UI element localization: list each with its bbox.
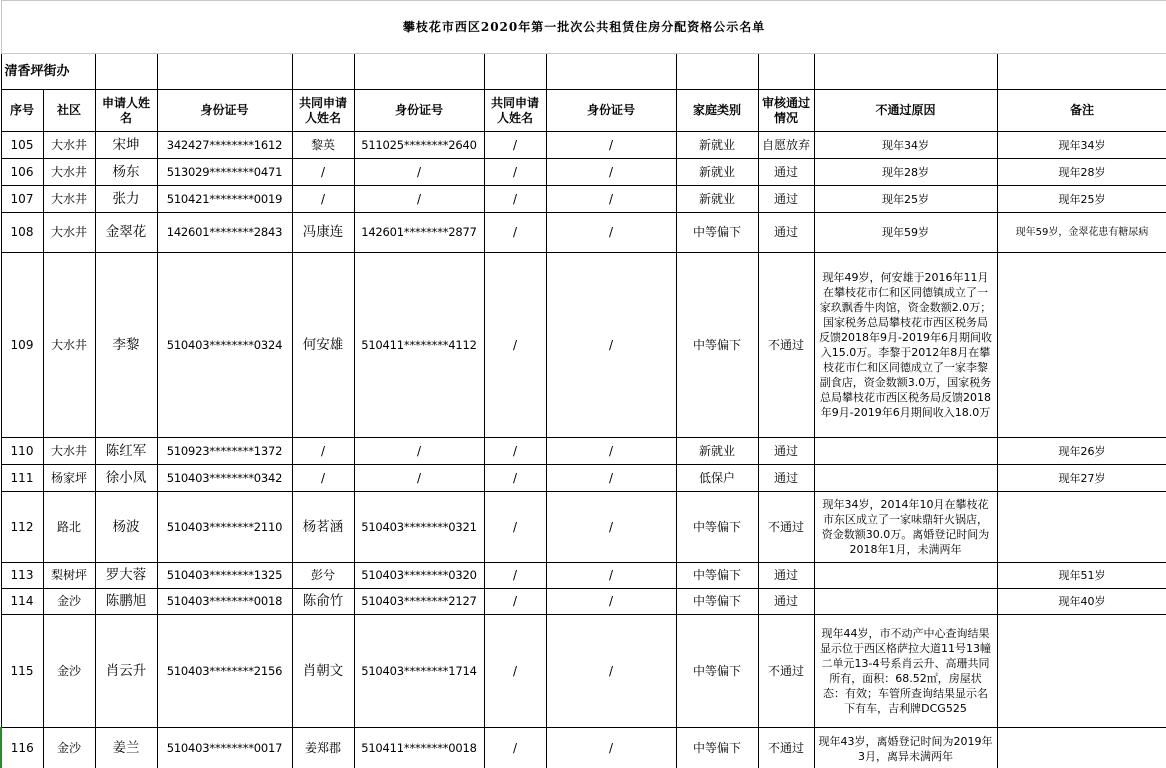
cell-applicant[interactable]: 杨波: [95, 492, 157, 563]
cell-id1[interactable]: 510403********1325: [157, 563, 292, 589]
empty-cell[interactable]: [758, 54, 814, 90]
cell-id3[interactable]: /: [546, 589, 676, 615]
cell-id3[interactable]: /: [546, 465, 676, 492]
cell-co-applicant2[interactable]: /: [484, 213, 546, 253]
cell-applicant[interactable]: 李黎: [95, 253, 157, 438]
cell-reason[interactable]: 现年28岁: [814, 159, 997, 186]
cell-co-applicant1[interactable]: 冯康连: [292, 213, 354, 253]
cell-community[interactable]: 大水井: [43, 253, 95, 438]
cell-id1[interactable]: 142601********2843: [157, 213, 292, 253]
cell-review[interactable]: 不通过: [758, 253, 814, 438]
header-co-applicant1[interactable]: 共同申请人姓名: [292, 90, 354, 132]
street-office-label[interactable]: 清香坪街办: [1, 54, 95, 90]
cell-review[interactable]: 通过: [758, 563, 814, 589]
cell-family-type[interactable]: 新就业: [676, 132, 758, 159]
cell-id1[interactable]: 510403********0017: [157, 728, 292, 768]
cell-id1[interactable]: 510923********1372: [157, 438, 292, 465]
cell-seq[interactable]: 106: [1, 159, 43, 186]
header-id3[interactable]: 身份证号: [546, 90, 676, 132]
cell-id3[interactable]: /: [546, 492, 676, 563]
cell-seq[interactable]: 111: [1, 465, 43, 492]
cell-co-applicant2[interactable]: /: [484, 465, 546, 492]
cell-review[interactable]: 通过: [758, 465, 814, 492]
cell-co-applicant2[interactable]: /: [484, 438, 546, 465]
cell-community[interactable]: 大水井: [43, 132, 95, 159]
cell-family-type[interactable]: 新就业: [676, 186, 758, 213]
cell-community[interactable]: 杨家坪: [43, 465, 95, 492]
cell-note[interactable]: [997, 492, 1166, 563]
cell-id3[interactable]: /: [546, 563, 676, 589]
cell-review[interactable]: 自愿放弃: [758, 132, 814, 159]
empty-cell[interactable]: [814, 54, 997, 90]
table-row: [1, 159, 1166, 186]
cell-applicant[interactable]: 陈鹏旭: [95, 589, 157, 615]
cell-seq[interactable]: 112: [1, 492, 43, 563]
cell-co-applicant2[interactable]: /: [484, 492, 546, 563]
cell-family-type[interactable]: 中等偏下: [676, 253, 758, 438]
cell-id1[interactable]: 510403********2156: [157, 615, 292, 728]
table-row: [1, 563, 1166, 589]
cell-co-applicant2[interactable]: /: [484, 615, 546, 728]
cell-co-applicant1[interactable]: 姜郑郡: [292, 728, 354, 768]
cell-review[interactable]: 不通过: [758, 492, 814, 563]
cell-co-applicant1[interactable]: /: [292, 159, 354, 186]
cell-applicant[interactable]: 陈红军: [95, 438, 157, 465]
cell-applicant[interactable]: 徐小凤: [95, 465, 157, 492]
cell-note[interactable]: 现年25岁: [997, 186, 1166, 213]
cell-id3[interactable]: /: [546, 132, 676, 159]
cell-seq[interactable]: 115: [1, 615, 43, 728]
cell-id2[interactable]: 511025********2640: [354, 132, 484, 159]
cell-applicant[interactable]: 张力: [95, 186, 157, 213]
header-id2[interactable]: 身份证号: [354, 90, 484, 132]
cell-review[interactable]: 通过: [758, 186, 814, 213]
cell-id2[interactable]: 510403********0320: [354, 563, 484, 589]
cell-id3[interactable]: /: [546, 213, 676, 253]
cell-id2[interactable]: /: [354, 465, 484, 492]
table-row: [1, 465, 1166, 492]
cell-note[interactable]: 现年40岁: [997, 589, 1166, 615]
table-row: [1, 615, 1166, 728]
cell-applicant[interactable]: 肖云升: [95, 615, 157, 728]
cell-co-applicant2[interactable]: /: [484, 563, 546, 589]
empty-cell[interactable]: [292, 54, 354, 90]
cell-reason[interactable]: 现年44岁，市不动产中心查询结果显示位于西区格萨拉大道11号13幢二单元13-4号系肖云升、高珊共同所有，面积：68.52㎡，房屋状态：有效；车管所查询结果显示名下有车，吉利牌DCG525: [814, 615, 997, 728]
cell-review[interactable]: 通过: [758, 438, 814, 465]
cell-co-applicant2[interactable]: /: [484, 186, 546, 213]
cell-id2[interactable]: 510403********1714: [354, 615, 484, 728]
cell-review[interactable]: 通过: [758, 589, 814, 615]
table-row: [1, 132, 1166, 159]
cell-family-type[interactable]: 中等偏下: [676, 615, 758, 728]
cell-id2[interactable]: /: [354, 159, 484, 186]
cell-review[interactable]: 不通过: [758, 728, 814, 768]
cell-co-applicant2[interactable]: /: [484, 253, 546, 438]
table-row: [1, 728, 1166, 768]
cell-id1[interactable]: 510403********2110: [157, 492, 292, 563]
cell-id1[interactable]: 510403********0342: [157, 465, 292, 492]
cell-id1[interactable]: 510421********0019: [157, 186, 292, 213]
cell-note[interactable]: [997, 728, 1166, 768]
cell-review[interactable]: 不通过: [758, 615, 814, 728]
cell-id3[interactable]: /: [546, 728, 676, 768]
cell-co-applicant1[interactable]: 黎英: [292, 132, 354, 159]
cell-co-applicant2[interactable]: /: [484, 159, 546, 186]
cell-seq[interactable]: 110: [1, 438, 43, 465]
cell-reason[interactable]: [814, 438, 997, 465]
cell-seq[interactable]: 107: [1, 186, 43, 213]
table-row: [1, 492, 1166, 563]
cell-family-type[interactable]: 新就业: [676, 438, 758, 465]
cell-id3[interactable]: /: [546, 253, 676, 438]
cell-seq[interactable]: 109: [1, 253, 43, 438]
cell-family-type[interactable]: 新就业: [676, 159, 758, 186]
cell-review[interactable]: 通过: [758, 213, 814, 253]
cell-id2[interactable]: /: [354, 186, 484, 213]
empty-cell[interactable]: [997, 54, 1166, 90]
cell-note[interactable]: 现年59岁，金翠花患有糖尿病: [997, 213, 1166, 253]
cell-id1[interactable]: 510403********0018: [157, 589, 292, 615]
cell-reason[interactable]: 现年34岁: [814, 132, 997, 159]
cell-note[interactable]: 现年34岁: [997, 132, 1166, 159]
cell-id3[interactable]: /: [546, 159, 676, 186]
cell-applicant[interactable]: 金翠花: [95, 213, 157, 253]
cell-reason[interactable]: [814, 465, 997, 492]
header-row: [1, 90, 1166, 132]
table-row: [1, 213, 1166, 253]
cell-seq[interactable]: 105: [1, 132, 43, 159]
header-seq[interactable]: 序号: [1, 90, 43, 132]
cell-family-type[interactable]: 中等偏下: [676, 589, 758, 615]
cell-community[interactable]: 路北: [43, 492, 95, 563]
cell-community[interactable]: 金沙: [43, 728, 95, 768]
cell-id2[interactable]: /: [354, 438, 484, 465]
cell-co-applicant2[interactable]: /: [484, 728, 546, 768]
cell-seq[interactable]: 114: [1, 589, 43, 615]
cell-id2[interactable]: 510403********2127: [354, 589, 484, 615]
cell-note[interactable]: 现年28岁: [997, 159, 1166, 186]
cell-note[interactable]: [997, 615, 1166, 728]
cell-family-type[interactable]: 低保户: [676, 465, 758, 492]
cell-co-applicant1[interactable]: 肖朝文: [292, 615, 354, 728]
empty-cell[interactable]: [354, 54, 484, 90]
table-row: [1, 589, 1166, 615]
cell-co-applicant2[interactable]: /: [484, 589, 546, 615]
cell-reason[interactable]: [814, 563, 997, 589]
cell-community[interactable]: 大水井: [43, 213, 95, 253]
cell-community[interactable]: 金沙: [43, 615, 95, 728]
empty-cell[interactable]: [95, 54, 157, 90]
empty-cell[interactable]: [157, 54, 292, 90]
cell-co-applicant1[interactable]: 彭兮: [292, 563, 354, 589]
cell-reason[interactable]: 现年25岁: [814, 186, 997, 213]
cell-co-applicant2[interactable]: /: [484, 132, 546, 159]
cell-id1[interactable]: 513029********0471: [157, 159, 292, 186]
cell-id3[interactable]: /: [546, 438, 676, 465]
cell-id2[interactable]: 142601********2877: [354, 213, 484, 253]
empty-cell[interactable]: [484, 54, 546, 90]
header-applicant[interactable]: 申请人姓名: [95, 90, 157, 132]
cell-id3[interactable]: /: [546, 186, 676, 213]
header-community[interactable]: 社区: [43, 90, 95, 132]
cell-family-type[interactable]: 中等偏下: [676, 213, 758, 253]
header-id1[interactable]: 身份证号: [157, 90, 292, 132]
empty-cell[interactable]: [676, 54, 758, 90]
cell-applicant[interactable]: 宋坤: [95, 132, 157, 159]
cell-seq[interactable]: 108: [1, 213, 43, 253]
cell-community[interactable]: 金沙: [43, 589, 95, 615]
cell-note[interactable]: 现年51岁: [997, 563, 1166, 589]
cell-co-applicant1[interactable]: /: [292, 186, 354, 213]
cell-id1[interactable]: 510403********0324: [157, 253, 292, 438]
cell-family-type[interactable]: 中等偏下: [676, 492, 758, 563]
cell-co-applicant1[interactable]: 陈俞竹: [292, 589, 354, 615]
cell-seq[interactable]: 116: [1, 728, 43, 768]
cell-community[interactable]: 梨树坪: [43, 563, 95, 589]
cell-reason[interactable]: [814, 589, 997, 615]
cell-family-type[interactable]: 中等偏下: [676, 728, 758, 768]
empty-cell[interactable]: [546, 54, 676, 90]
page-title[interactable]: 攀枝花市西区2020年第一批次公共租赁住房分配资格公示名单: [1, 1, 1166, 54]
cell-community[interactable]: 大水井: [43, 159, 95, 186]
cell-co-applicant1[interactable]: /: [292, 465, 354, 492]
table-row: [1, 253, 1166, 438]
cell-id1[interactable]: 342427********1612: [157, 132, 292, 159]
header-note[interactable]: 备注: [997, 90, 1166, 132]
table-row: [1, 186, 1166, 213]
cell-community[interactable]: 大水井: [43, 438, 95, 465]
table-row: [1, 438, 1166, 465]
cell-note[interactable]: 现年26岁: [997, 438, 1166, 465]
cell-note[interactable]: [997, 253, 1166, 438]
cell-review[interactable]: 通过: [758, 159, 814, 186]
cell-community[interactable]: 大水井: [43, 186, 95, 213]
cell-reason[interactable]: 现年49岁，何安雄于2016年11月在攀枝花市仁和区同德镇成立了一家玖飘香牛肉馆，资金数额2.0万；国家税务总局攀枝花市西区税务局反馈2018年9月-2019年6月期间收入15.0万。李黎于2012年8月在攀枝花市仁和区同德成立了一家李黎副食店，资金数额3.0万，国家税务总局攀枝花市西区税务局反馈2018年9月-2019年6月期间收入18.0万: [814, 253, 997, 438]
cell-id2[interactable]: 510403********0321: [354, 492, 484, 563]
cell-reason[interactable]: 现年34岁，2014年10月在攀枝花市东区成立了一家味鼎轩火锅店，资金数额30.0万。离婚登记时间为2018年1月，未满两年: [814, 492, 997, 563]
cell-family-type[interactable]: 中等偏下: [676, 563, 758, 589]
header-reason[interactable]: 不通过原因: [814, 90, 997, 132]
cell-co-applicant1[interactable]: 杨茗涵: [292, 492, 354, 563]
cell-co-applicant1[interactable]: /: [292, 438, 354, 465]
cell-reason[interactable]: 现年43岁，离婚登记时间为2019年3月，离异未满两年: [814, 728, 997, 768]
cell-id3[interactable]: /: [546, 615, 676, 728]
cell-applicant[interactable]: 姜兰: [95, 728, 157, 768]
header-family-type[interactable]: 家庭类别: [676, 90, 758, 132]
cell-note[interactable]: 现年27岁: [997, 465, 1166, 492]
cell-applicant[interactable]: 罗大蓉: [95, 563, 157, 589]
cell-applicant[interactable]: 杨东: [95, 159, 157, 186]
cell-id2[interactable]: 510411********4112: [354, 253, 484, 438]
cell-reason[interactable]: 现年59岁: [814, 213, 997, 253]
cell-co-applicant1[interactable]: 何安雄: [292, 253, 354, 438]
header-co-applicant2[interactable]: 共同申请人姓名: [484, 90, 546, 132]
cell-id2[interactable]: 510411********0018: [354, 728, 484, 768]
header-review[interactable]: 审核通过情况: [758, 90, 814, 132]
cell-seq[interactable]: 113: [1, 563, 43, 589]
